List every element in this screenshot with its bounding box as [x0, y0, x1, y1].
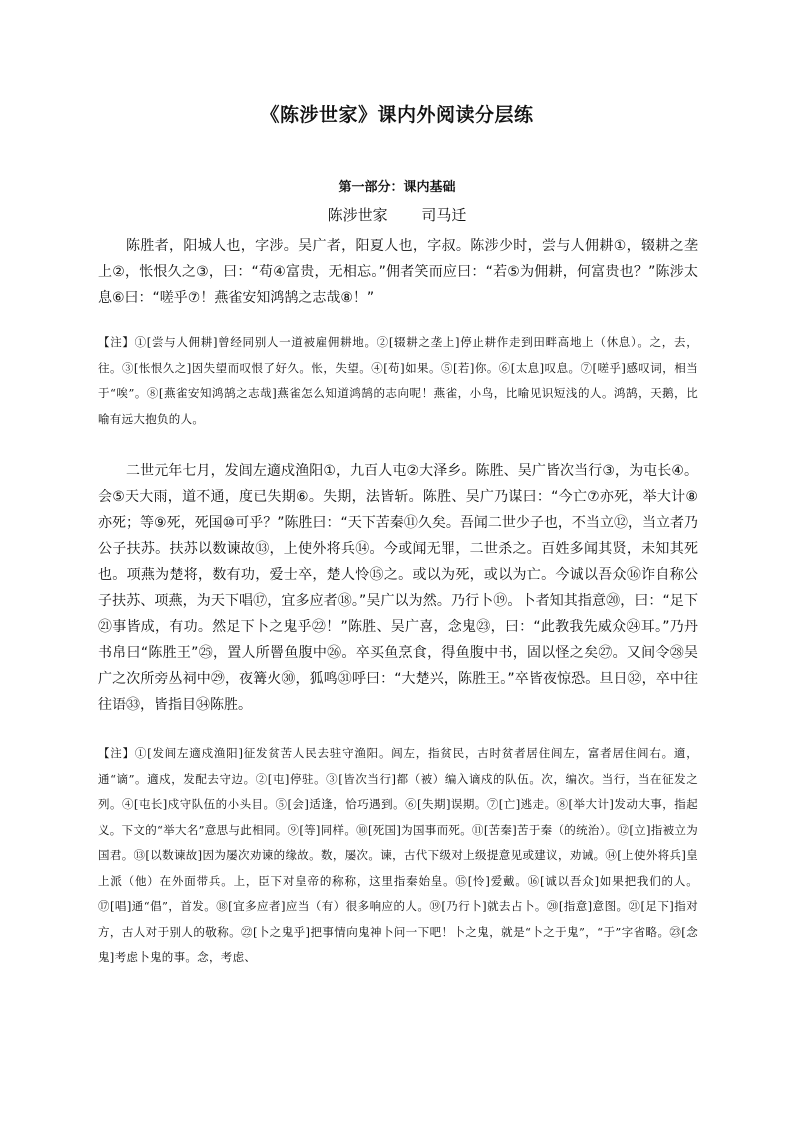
document-title: 《陈涉世家》课内外阅读分层练 [260, 104, 534, 126]
paragraph-2: 二世元年七月，发闾左適戍渔阳①，九百人屯②大泽乡。陈胜、吴广皆次当行③，为屯长④。会⑤天大雨，道不通，度已失期⑥。失期，法皆斩。陈胜、吴广乃谋曰：“今亡⑦亦死，举大计⑧亦死；等⑨死，死国⑩可乎？”陈胜曰：“天下苦秦⑪久矣。吾闻二世少子也，不当立⑫，当立者乃公子扶苏。扶苏以数谏故⑬，上使外将兵⑭。今或闻无罪，二世杀之。百姓多闻其贤，未知其死也。项燕为楚将，数有功，爱士卒，楚人怜⑮之。或以为死，或以为亡。今诚以吾众⑯诈自称公子扶苏、项燕，为天下唱⑰，宜多应者⑱。”吴广以为然。乃行卜⑲。卜者知其指意⑳，曰：“足下㉑事皆成，有功。然足下卜之鬼乎㉒！”陈胜、吴广喜，念鬼㉓，曰：“此教我先威众㉔耳。”乃丹书帛曰“陈胜王”㉕，置人所罾鱼腹中㉖。卒买鱼烹食，得鱼腹中书，固以怪之矣㉗。又间令㉘吴广之次所旁丛祠中㉙，夜篝火㉚，狐鸣㉛呼曰：“大楚兴，陈胜王。”卒皆夜惊恐。旦日㉜，卒中往往语㉝，皆指目㉞陈胜。 [98, 463, 698, 713]
annotation-2: 【注】①[发闾左適戍渔阳]征发贫苦人民去驻守渔阳。闾左，指贫民，古时贫者居住闾左，富者居住闾右。適，通“谪”。適戍，发配去守边。②[屯]停驻。③[皆次当行]都（被）编入谪戍的队伍。次，编次。当行，当在征发之列。④[屯长]戍守队伍的小头目。⑤[会]适逢，恰巧遇到。⑥[失期]误期。⑦[亡]逃走。⑧[举大计]发动大事，指起义。下文的“举大名”意思与此相同。⑨[等]同样。⑩[死国]为国事而死。⑪[苦秦]苦于秦（的统治）。⑫[立]指被立为国君。⑬[以数谏故]因为屡次劝谏的缘故。数，屡次。谏，古代下级对上级提意见或建议，劝诫。⑭[上使外将兵]皇上派（他）在外面带兵。上，臣下对皇帝的称称，这里指秦始皇。⑮[怜]爱戴。⑯[诚以吾众]如果把我们的人。⑰[唱]通“倡”，首发。⑱[宜多应者]应当（有）很多响应的人。⑲[乃行卜]就去占卜。⑳[指意]意图。㉑[足下]指对方，古人对于别人的敬称。㉒[卜之鬼乎]把事情向鬼神卜问一下吧！卜之鬼，就是“卜之于鬼”，“于”字省略。㉓[念鬼]考虑卜鬼的事。念，考虑、 [98, 746, 698, 964]
annotation-1: 【注】①[尝与人佣耕]曾经同别人一道被雇佣耕地。②[辍耕之垄上]停止耕作走到田畔高地上（休息）。之，去，往。③[怅恨久之]因失望而叹恨了好久。怅，失望。④[苟]如果。⑤[若]你。⑥[太息]叹息。⑦[嗟乎]感叹词，相当于“唉”。⑧[燕雀安知鸿鹄之志哉]燕雀怎么知道鸿鹄的志向呢！燕雀，小鸟，比喻见识短浅的人。鸿鹄，天鹅，比喻有远大抱负的人。 [98, 335, 698, 426]
text-subtitle: 陈涉世家 司马迁 [327, 206, 467, 224]
section-heading: 第一部分：课内基础 [338, 180, 456, 195]
paragraph-1: 陈胜者，阳城人也，字涉。吴广者，阳夏人也，字叔。陈涉少时，尝与人佣耕①，辍耕之垄上②，怅恨久之③，曰：“苟④富贵，无相忘。”佣者笑而应曰：“若⑤为佣耕，何富贵也？”陈涉太息⑥曰：“嗟乎⑦！燕雀安知鸿鹄之志哉⑧！” [98, 238, 698, 306]
